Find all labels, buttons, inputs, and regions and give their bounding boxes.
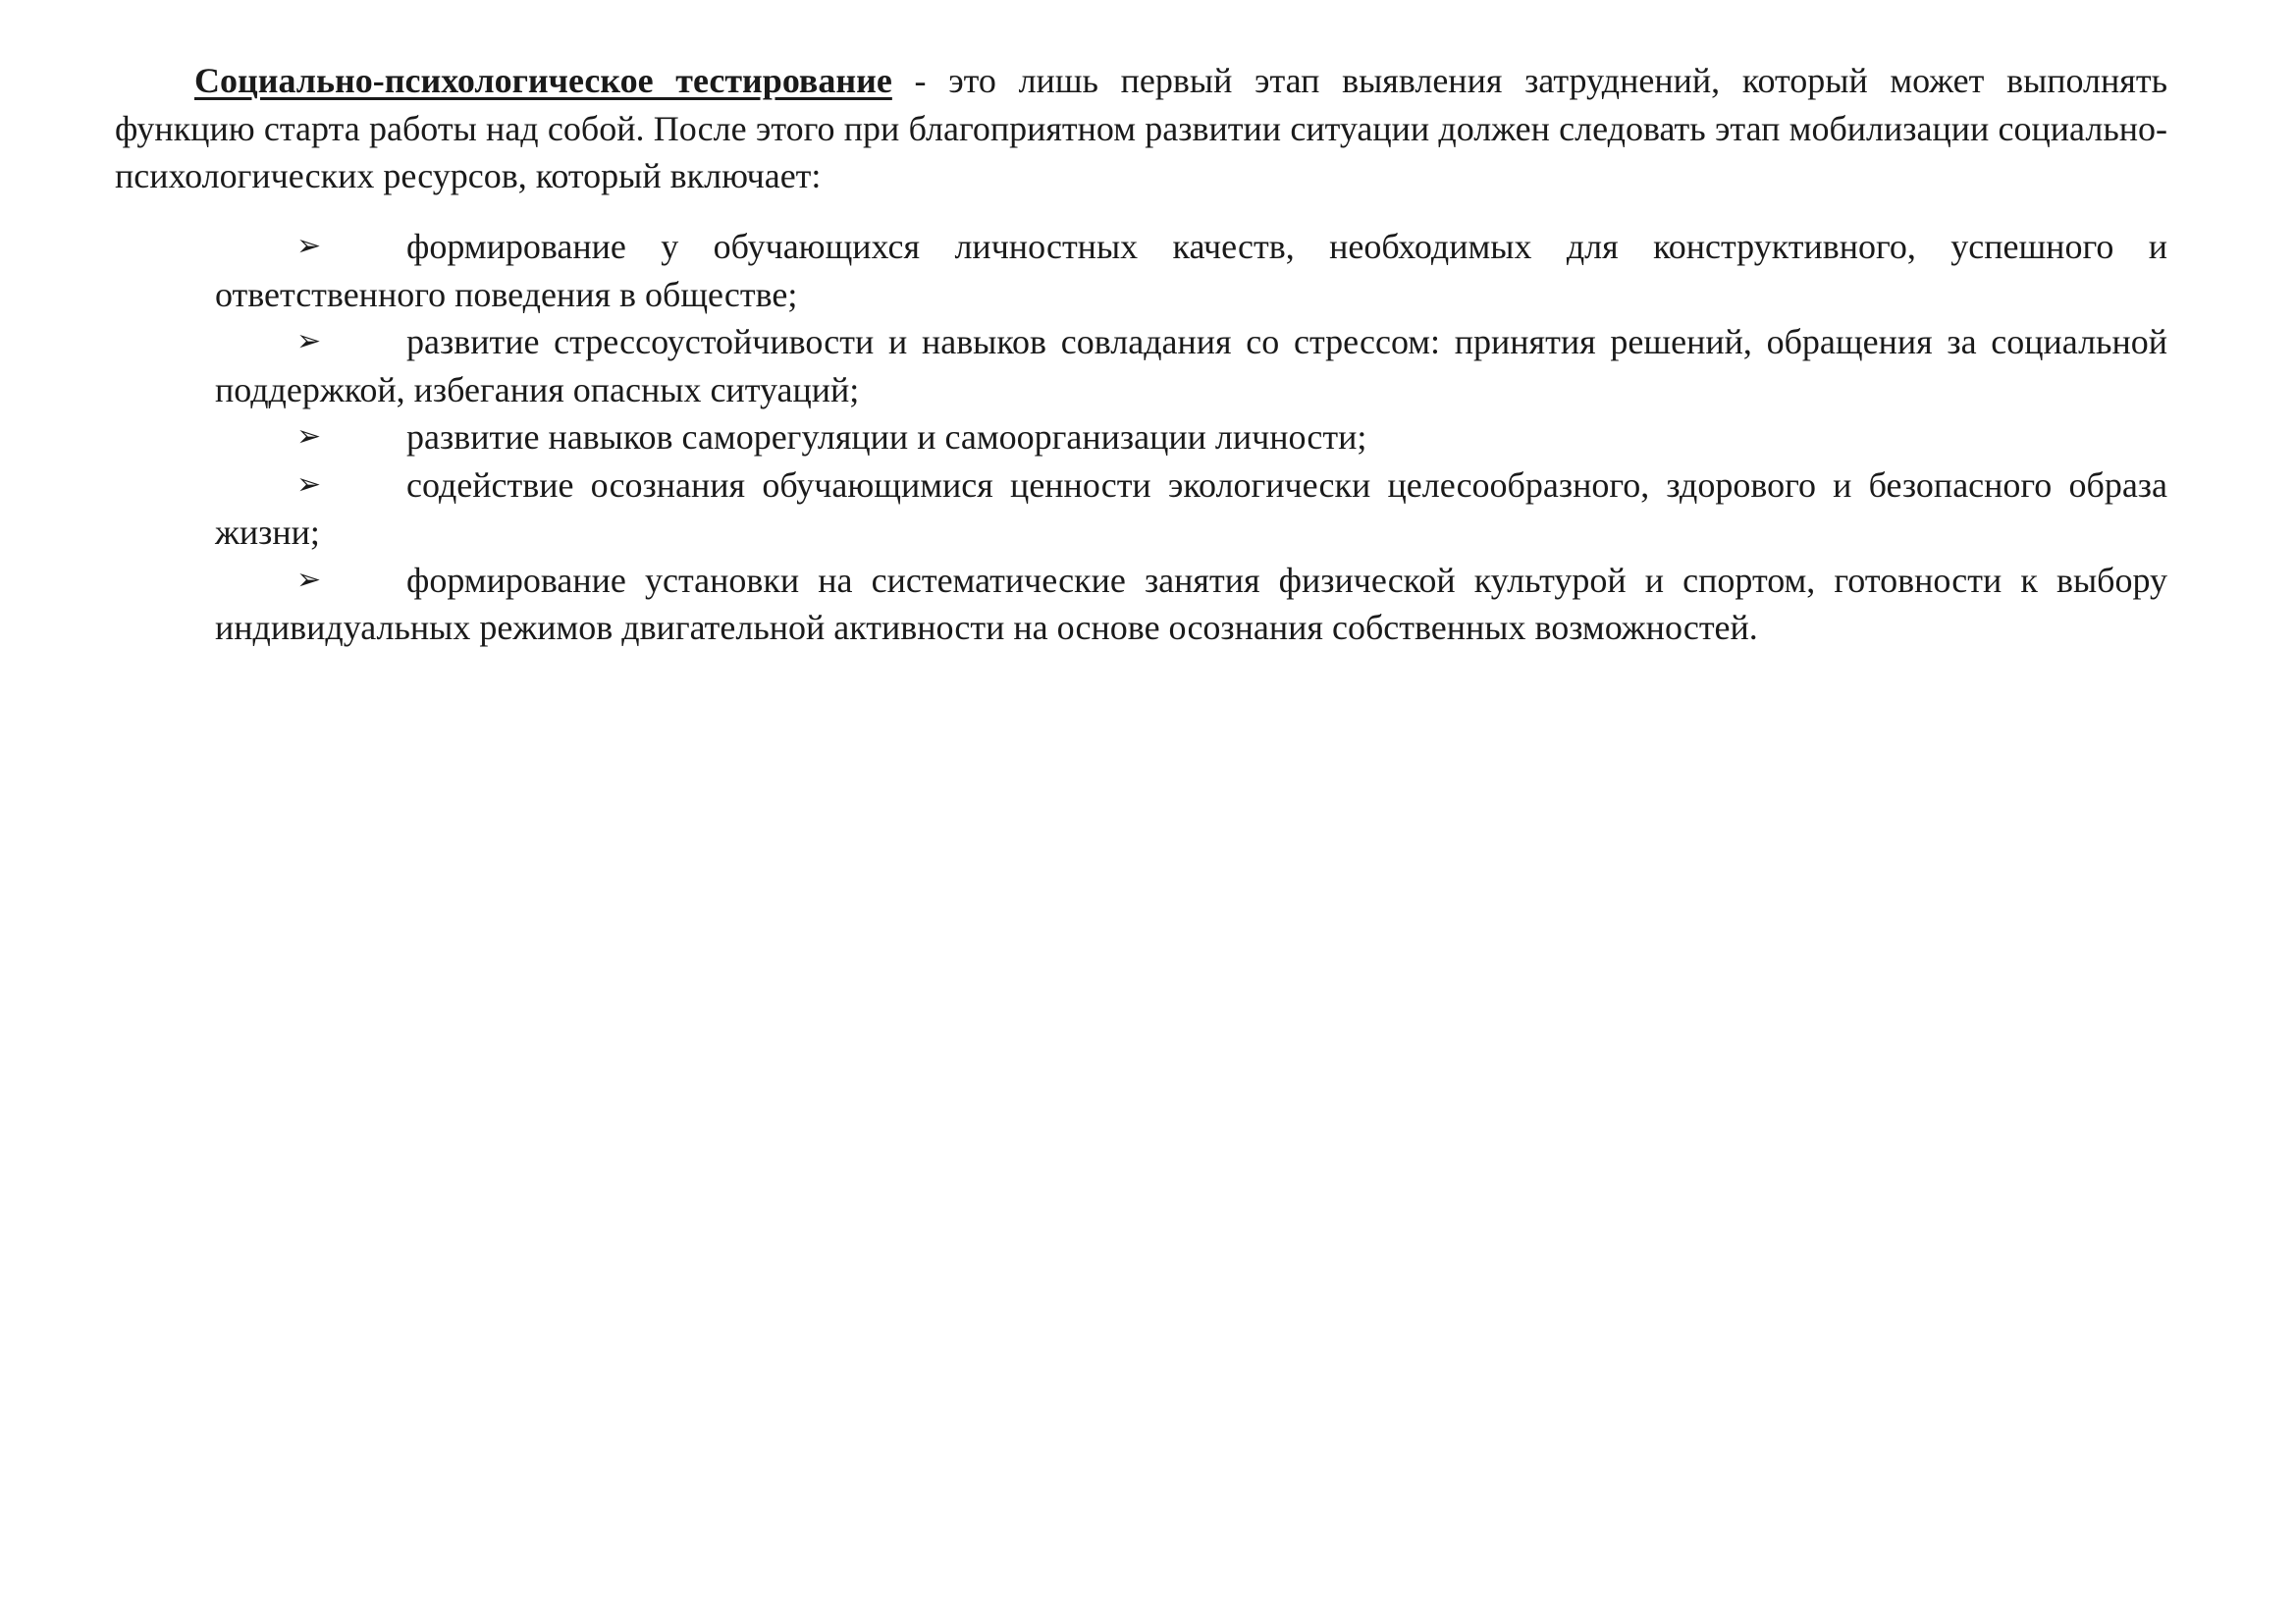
arrow-bullet-icon: ➢ <box>296 419 322 454</box>
list-item-text: формирование установки на систематические занятия физической культурой и спортом, готовности к выбору индивидуальных режимов двигательной активности на основе осознания собственных возможностей. <box>215 560 2167 647</box>
intro-paragraph <box>115 57 2167 200</box>
arrow-bullet-icon: ➢ <box>296 229 322 263</box>
key-term: Социально-психологическое тестирование <box>194 61 892 100</box>
arrow-bullet-icon: ➢ <box>296 324 322 358</box>
list-item-text: развитие стрессоустойчивости и навыков совладания со стрессом: принятия решений, обращения за социальной поддержкой, избегания опасных ситуаций; <box>215 322 2167 409</box>
list-item <box>215 461 2167 557</box>
arrow-bullet-icon: ➢ <box>296 562 322 597</box>
arrow-bullet-icon: ➢ <box>296 466 322 502</box>
list-item <box>215 413 2167 461</box>
list-item-text: содействие осознания обучающимися ценности экологически целесообразного, здорового и безопасного образа жизни; <box>215 464 2167 552</box>
list-item <box>215 223 2167 318</box>
list-item-text: развитие навыков саморегуляции и самоорганизации личности; <box>406 417 1367 457</box>
list-item <box>215 557 2167 652</box>
list-item <box>215 318 2167 413</box>
list-item-text: формирование у обучающихся личностных качеств, необходимых для конструктивного, успешного и ответственного поведения в обществе; <box>215 227 2167 314</box>
resource-list <box>215 223 2167 652</box>
intro-text: - это лишь первый этап выявления затруднений, который может выполнять функцию старта работы над собой. После этого при благоприятном развитии ситуации должен следовать этап мобилизации социально-психологических ресурсов, который включает: <box>115 61 2167 195</box>
